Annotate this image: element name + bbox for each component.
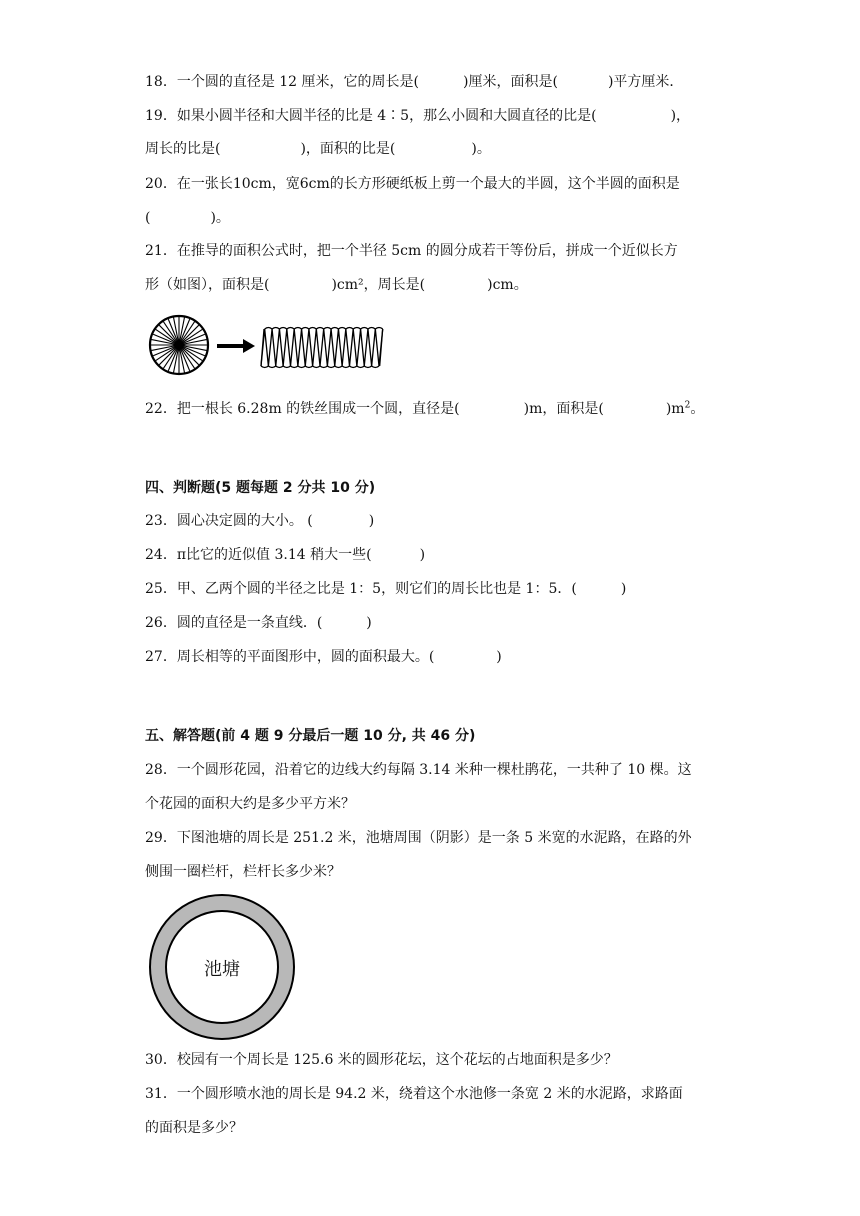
question-20: 20．在一张长10cm，宽6cm的长方形硬纸板上剪一个最大的半圆，这个半圆的面积是	[145, 176, 680, 192]
question-number: 26．	[145, 615, 177, 631]
question-number: 18．	[145, 74, 177, 90]
arrow-icon	[217, 339, 255, 353]
question-29-cont: 侧围一圈栏杆，栏杆长多少米？	[145, 864, 341, 880]
question-25: 25．甲、乙两个圆的半径之比是 1：5，则它们的周长比也是 1：5．( )	[145, 581, 627, 597]
question-31-cont: 的面积是多少？	[145, 1120, 243, 1136]
question-number: 24．	[145, 547, 177, 563]
question-28: 28．一个圆形花园，沿着它的边线大约每隔 3.14 米种一棵杜鹃花，一共种了 10 棵。这	[145, 762, 692, 778]
question-29: 29．下图池塘的周长是 251.2 米，池塘周围（阴影）是一条 5 米宽的水泥路，在路的外	[145, 830, 692, 846]
question-19-cont: 周长的比是( )，面积的比是( )。	[145, 141, 491, 157]
question-20-cont: ( )。	[145, 210, 230, 226]
question-31: 31．一个圆形喷水池的周长是 94.2 米，绕着这个水池修一条宽 2 米的水泥路，求路面	[145, 1086, 683, 1102]
question-24: 24．π比它的近似值 3.14 稍大一些( )	[145, 547, 426, 563]
question-28-cont: 个花园的面积大约是多少平方米？	[145, 796, 355, 812]
question-number: 27．	[145, 649, 177, 665]
question-number: 25．	[145, 581, 177, 597]
question-21: 21．在推导的面积公式时，把一个半径 5cm 的圆分成若干等份后，拼成一个近似长方	[145, 243, 678, 259]
question-number: 30．	[145, 1052, 177, 1068]
question-30: 30．校园有一个周长是 125.6 米的圆形花坛，这个花坛的占地面积是多少？	[145, 1052, 618, 1068]
question-22: 22．把一根长 6.28m 的铁丝围成一个圆，直径是( )m，面积是( )$m^2$。	[145, 400, 705, 417]
section-title-judgement: 四、判断题(5 题每题 2 分共 10 分)	[145, 480, 376, 496]
question-number: 29．	[145, 830, 177, 846]
question-21-cont: 形（如图），面积是( )cm²，周长是( )cm。	[145, 277, 528, 293]
divided-circle-figure	[150, 316, 208, 374]
question-number: 20．	[145, 176, 177, 192]
question-26: 26．圆的直径是一条直线．( )	[145, 615, 372, 631]
approximate-rectangle-figure	[261, 328, 383, 368]
question-number: 21．	[145, 243, 177, 259]
circle-to-rectangle-figure	[145, 314, 385, 376]
question-18: 18．一个圆的直径是 12 厘米，它的周长是( )厘米，面积是( )平方厘米．	[145, 74, 684, 90]
question-number: 23．	[145, 513, 177, 529]
question-23: 23．圆心决定圆的大小。 ( )	[145, 513, 375, 529]
question-number: 31．	[145, 1086, 177, 1102]
question-number: 19．	[145, 108, 177, 124]
question-27: 27．周长相等的平面图形中，圆的面积最大。( )	[145, 649, 502, 665]
question-number: 22．	[145, 401, 177, 417]
question-number: 28．	[145, 762, 177, 778]
question-19: 19．如果小圆半径和大圆半径的比是 4∶5，那么小圆和大圆直径的比是( )，	[145, 108, 691, 124]
pond-ring-figure	[148, 893, 296, 1041]
pond-label: 池塘	[204, 959, 240, 980]
section-title-solutions: 五、解答题(前 4 题 9 分最后一题 10 分, 共 46 分)	[145, 728, 476, 744]
